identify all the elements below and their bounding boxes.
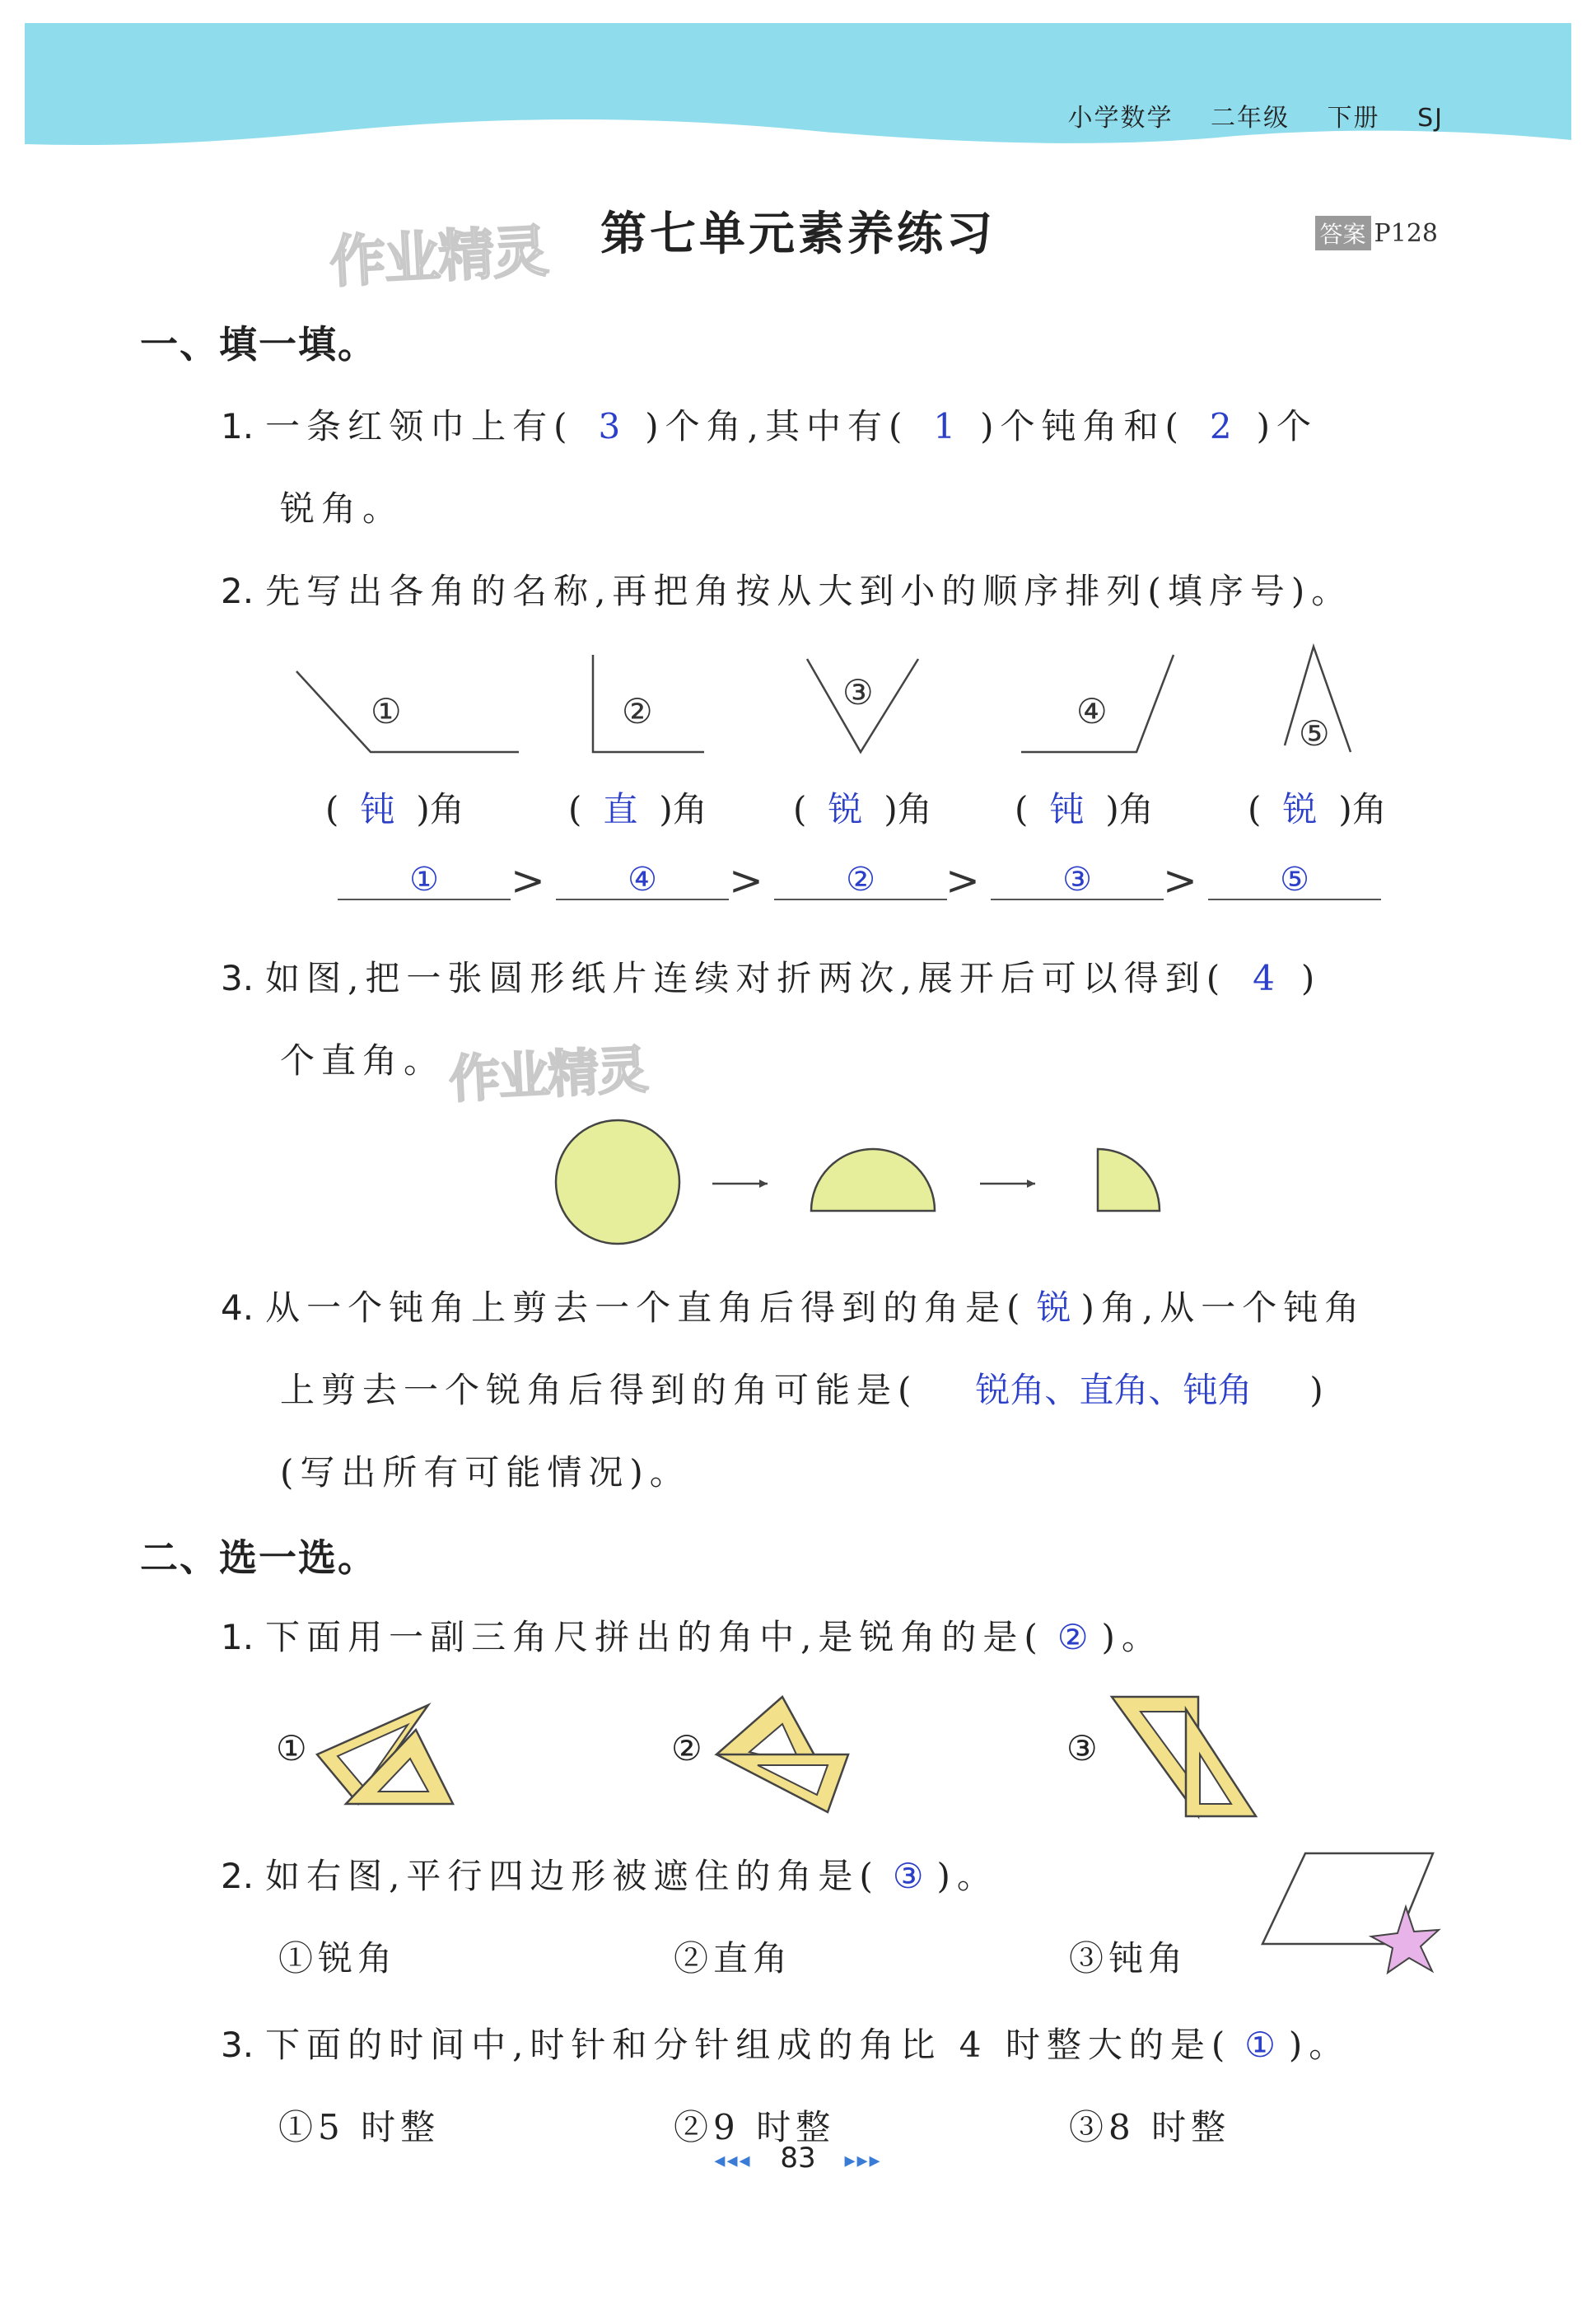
question-1-4-continued: 上剪去一个锐角后得到的角可能是( 锐角、直角、钝角 )	[280, 1370, 1330, 1410]
answer: 锐	[1282, 789, 1318, 829]
greater-than: >	[511, 857, 545, 904]
angle-name-5: ( 锐 )角	[1248, 789, 1387, 829]
answer: 3	[598, 406, 621, 446]
question-1-3-continued: 个直角。	[280, 1040, 446, 1081]
question-1-4-note: (写出所有可能情况)。	[280, 1452, 691, 1493]
angle-name-1: ( 钝 )角	[325, 789, 464, 829]
order-blank-1: ①	[338, 861, 511, 900]
greater-than: >	[1163, 857, 1197, 904]
angle-label-5: ⑤	[1299, 713, 1330, 754]
arrow-icon	[759, 1180, 768, 1188]
answer: 锐	[828, 789, 863, 829]
question-2-1: 1. 下面用一副三角尺拼出的角中,是锐角的是( ② )。	[221, 1617, 1163, 1657]
question-2-2: 2. 如右图,平行四边形被遮住的角是( ③ )。	[221, 1856, 998, 1896]
question-number: 1.	[221, 406, 254, 446]
header-subject: 小学数学	[1067, 104, 1174, 133]
header-edition: SJ	[1417, 104, 1444, 133]
angle-label-3: ③	[842, 672, 874, 712]
option-5-oclock: ①5 时整	[278, 2107, 441, 2147]
order-blank-5: ⑤	[1208, 861, 1381, 900]
question-number: 2.	[221, 1856, 254, 1896]
set-square-combination-2	[712, 1693, 861, 1816]
answer: 4	[1253, 958, 1275, 998]
angle-label-2: ②	[622, 691, 653, 731]
section-title-fill: 一、填一填。	[140, 322, 377, 367]
angle-label-1: ①	[371, 691, 402, 731]
question-number: 3.	[221, 958, 254, 998]
question-1-1-continued: 锐角。	[280, 488, 404, 529]
option-9-oclock: ②9 时整	[674, 2107, 836, 2147]
order-blank-4: ③	[991, 861, 1164, 900]
greater-than: >	[945, 857, 980, 904]
question-number: 2.	[221, 571, 254, 611]
option-obtuse: ③钝角	[1069, 1938, 1188, 1979]
quarter-circle-paper	[1098, 1149, 1160, 1211]
answer: 2	[1209, 406, 1232, 446]
question-2-3: 3. 下面的时间中,时针和分针组成的角比 4 时整大的是( ① )。	[221, 2025, 1351, 2065]
watermark: 作业精灵	[328, 219, 549, 296]
answer: 钝	[360, 789, 395, 829]
left-arrows-icon: ◂◂◂	[714, 2148, 752, 2173]
half-circle-paper	[811, 1149, 935, 1211]
answer: 锐	[1036, 1287, 1071, 1328]
answer: ③	[892, 1856, 924, 1896]
answer: ②	[1057, 1617, 1089, 1657]
angle-figures	[280, 638, 1375, 762]
section-title-choose: 二、选一选。	[140, 1535, 377, 1580]
set-square-combination-3	[1108, 1689, 1264, 1820]
angle-name-4: ( 钝 )角	[1015, 789, 1154, 829]
option-label-1: ①	[276, 1728, 307, 1768]
angle-name-2: ( 直 )角	[568, 789, 707, 829]
header-meta	[1039, 97, 1444, 133]
answer: 直	[603, 789, 638, 829]
question-number: 4.	[221, 1287, 254, 1328]
greater-than: >	[729, 857, 763, 904]
angle-label-4: ④	[1076, 691, 1108, 731]
answer: 1	[933, 406, 956, 446]
option-8-oclock: ③8 时整	[1069, 2107, 1231, 2147]
order-blank-3: ②	[774, 861, 947, 900]
question-1-1: 1. 一条红领巾上有( 3 )个角,其中有( 1 )个钝角和( 2 )个	[221, 406, 1318, 446]
order-blank-2: ④	[556, 861, 729, 900]
header-grade: 二年级	[1211, 104, 1290, 133]
answer-tag: 答案	[1315, 216, 1371, 250]
angle-1-obtuse	[296, 671, 519, 752]
question-1-2: 2. 先写出各角的名称,再把角按从大到小的顺序排列(填序号)。	[221, 571, 1353, 611]
answer: 锐角、直角、钝角	[975, 1370, 1253, 1410]
answer: ①	[1244, 2025, 1276, 2065]
set-square-combination-1	[313, 1697, 461, 1812]
answer-reference	[1315, 216, 1438, 250]
angle-name-3: ( 锐 )角	[793, 789, 932, 829]
answer: 钝	[1049, 789, 1085, 829]
question-1-3: 3. 如图,把一张圆形纸片连续对折两次,展开后可以得到( 4 )	[221, 958, 1322, 998]
option-label-2: ②	[671, 1728, 702, 1768]
page-number: 83	[780, 2142, 816, 2175]
header-band	[0, 0, 1596, 165]
right-arrows-icon: ▸▸▸	[844, 2148, 882, 2173]
header-volume: 下册	[1327, 104, 1380, 133]
option-right: ②直角	[674, 1938, 793, 1979]
paper-folding-figure	[544, 1116, 1169, 1256]
question-1-4: 4. 从一个钝角上剪去一个直角后得到的角是( 锐 )角,从一个钝角	[221, 1287, 1366, 1328]
page-footer	[0, 2142, 1596, 2175]
page-title: 第七单元素养练习	[600, 208, 996, 261]
option-label-3: ③	[1066, 1728, 1098, 1768]
option-acute: ①锐角	[278, 1938, 398, 1979]
parallelogram-figure	[1256, 1841, 1449, 1981]
answer-page: P128	[1374, 218, 1438, 248]
watermark: 作业精灵	[447, 1039, 649, 1110]
question-number: 3.	[221, 2025, 254, 2065]
question-number: 1.	[221, 1617, 254, 1657]
arrow-icon	[1027, 1180, 1035, 1188]
circle-paper	[556, 1120, 679, 1244]
